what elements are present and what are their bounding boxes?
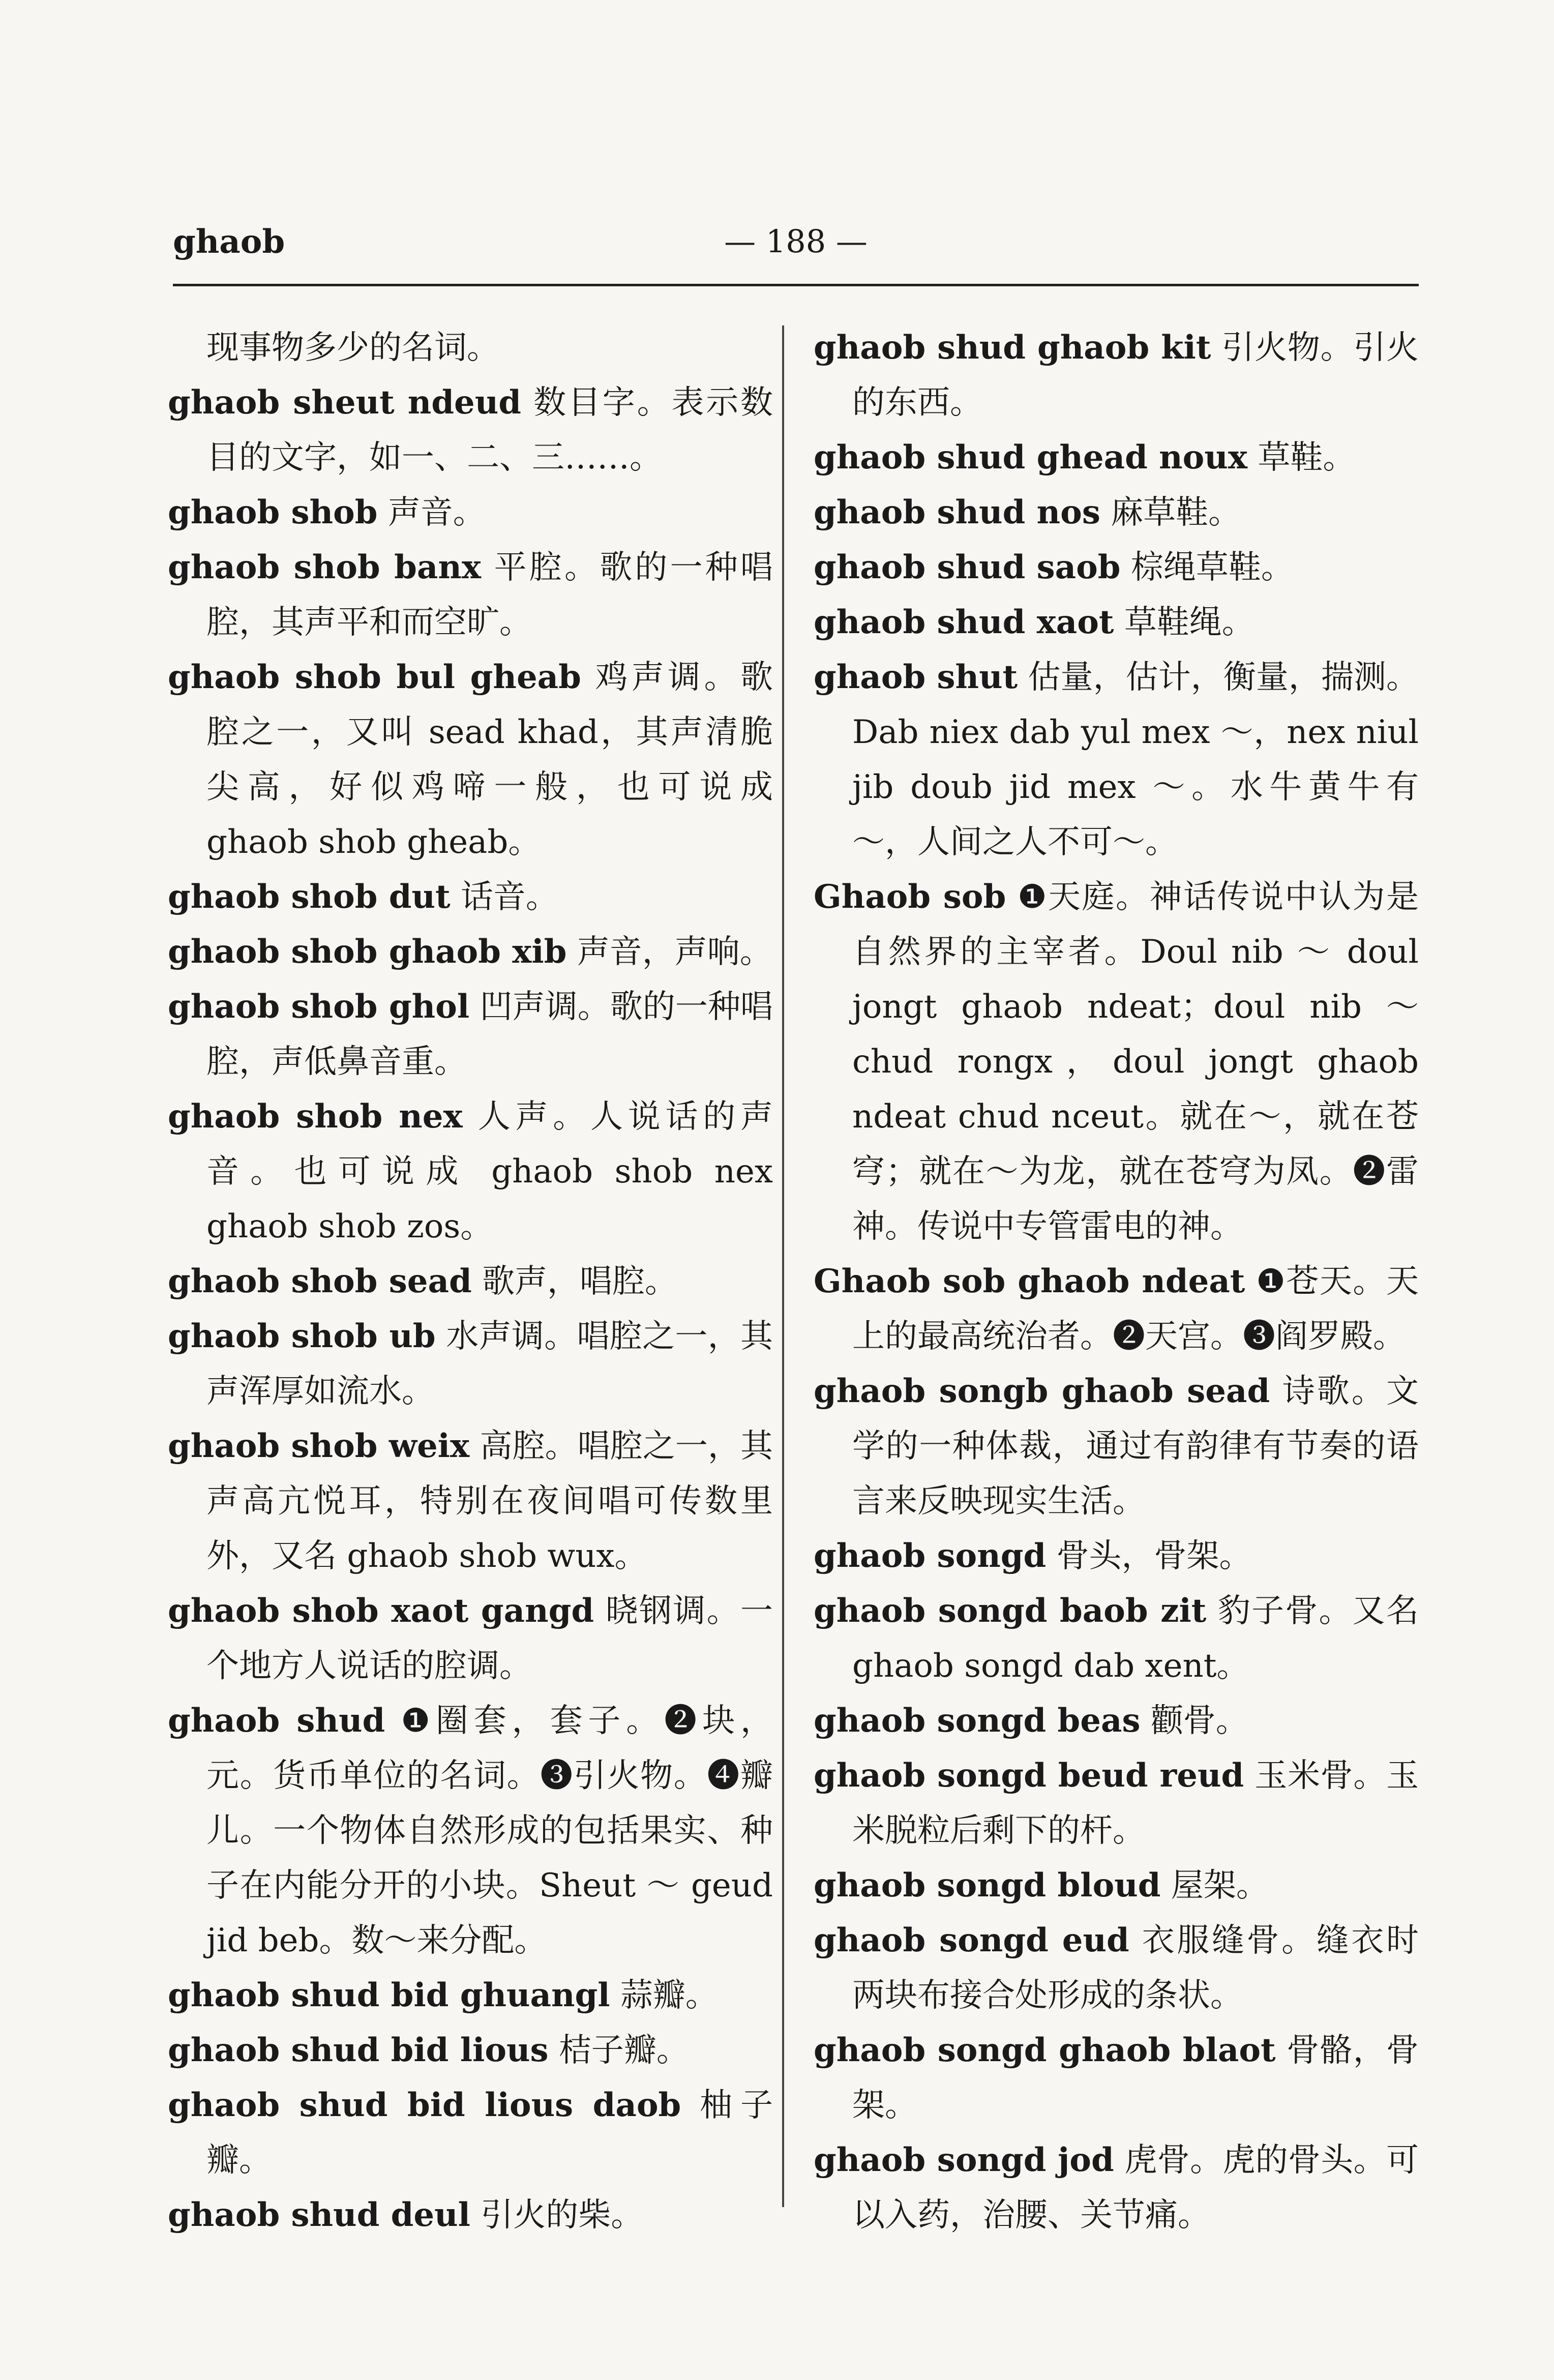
entry-headword: ghaob shud (168, 1702, 385, 1740)
entry-headword: ghaob shud nos (814, 493, 1100, 531)
dictionary-entry (814, 2133, 1419, 2243)
dictionary-entry (168, 2188, 773, 2243)
dictionary-entry (168, 320, 773, 375)
entry-definition: 人声。人说话的声音。也可说成 ghaob shob nex ghaob shob zos。 (206, 1098, 773, 1245)
dictionary-entry (814, 870, 1419, 1254)
entry-headword: ghaob shud ghead noux (814, 438, 1247, 477)
entry-definition: 高腔。唱腔之一，其声高亢悦耳，特别在夜间唱可传数里外，又名 ghaob shob wux。 (206, 1427, 773, 1575)
dictionary-entry (168, 650, 773, 870)
dictionary-entry (168, 1089, 773, 1254)
entry-definition: 现事物多少的名词。 (206, 329, 499, 367)
entry-definition: 诗歌。文学的一种体裁，通过有韵律有节奏的语言来反映现实生活。 (852, 1373, 1419, 1520)
dictionary-entry (168, 1693, 773, 1968)
dictionary-entry (814, 595, 1419, 650)
entry-headword: ghaob songd bloud (814, 1866, 1161, 1905)
entry-definition: 麻草鞋。 (1100, 494, 1241, 531)
entry-headword: ghaob shob weix (168, 1427, 470, 1465)
dictionary-entry (168, 1419, 773, 1584)
dictionary-entry (814, 1529, 1419, 1584)
left-column (168, 320, 773, 2243)
dictionary-entry (814, 1254, 1419, 1364)
entry-definition: 平腔。歌的一种唱腔，其声平和而空旷。 (206, 549, 773, 641)
entry-headword: ghaob shob bul gheab (168, 658, 581, 696)
entry-definition: 歌声，唱腔。 (471, 1263, 678, 1300)
entry-definition: 晓钢调。一个地方人说话的腔调。 (206, 1592, 773, 1685)
entry-headword: ghaob shob xaot gangd (168, 1592, 594, 1630)
dictionary-entry (814, 1913, 1419, 2023)
entry-definition: ❶圈套，套子。❷块，元。货币单位的名词。❸引火物。❹瓣儿。一个物体自然形成的包括果实、种子在内能分开的小块。Sheut ～ geud jid beb。数～来分配。 (206, 1702, 773, 1959)
dictionary-entry (168, 2078, 773, 2188)
entry-headword: ghaob shud saob (814, 548, 1121, 586)
dictionary-entry (168, 1254, 773, 1309)
entry-headword: ghaob shud deul (168, 2196, 470, 2234)
dictionary-entry (168, 375, 773, 485)
dictionary-entry (168, 1968, 773, 2023)
entry-headword: ghaob songd eud (814, 1921, 1129, 1959)
entry-definition: 估量，估计，衡量，揣测。Dab niex dab yul mex ～，nex niul jib doub jid mex ～。水牛黄牛有～，人间之人不可～。 (852, 659, 1419, 861)
entry-definition: 豹子骨。又名 ghaob songd dab xent。 (852, 1592, 1419, 1685)
dictionary-entry (814, 320, 1419, 430)
entry-definition: 屋架。 (1160, 1867, 1269, 1905)
page-number: — 188 — (724, 223, 868, 260)
dictionary-entry (814, 1693, 1419, 1748)
entry-headword: ghaob shob ghaob xib (168, 933, 567, 971)
dictionary-entry (168, 1309, 773, 1419)
dictionary-entry (168, 925, 773, 979)
entry-headword: ghaob songb ghaob sead (814, 1372, 1270, 1410)
entry-definition: 柚子瓣。 (206, 2087, 773, 2179)
entry-definition: 棕绳草鞋。 (1120, 549, 1294, 586)
entry-headword: ghaob songd (814, 1537, 1047, 1575)
entry-headword: ghaob shob (168, 493, 378, 531)
dictionary-entry (814, 485, 1419, 540)
dictionary-entry (814, 1364, 1419, 1529)
entry-headword: ghaob shob sead (168, 1262, 472, 1300)
dictionary-entry (814, 1858, 1419, 1913)
entry-headword: ghaob shud ghaob kit (814, 329, 1211, 367)
entry-definition: 蒜瓣。 (610, 1977, 718, 2014)
dictionary-entry (168, 870, 773, 925)
entry-headword: ghaob shob ub (168, 1317, 436, 1355)
dictionary-entry (168, 979, 773, 1089)
dictionary-entry (814, 1748, 1419, 1858)
entry-headword: ghaob songd beas (814, 1702, 1141, 1740)
entry-definition: 声音，声响。 (566, 933, 772, 971)
entry-headword: ghaob shob ghol (168, 988, 470, 1026)
entry-headword: Ghaob sob ghaob ndeat (814, 1262, 1245, 1300)
entry-headword: ghaob shud bid lious (168, 2031, 549, 2069)
entry-headword: ghaob shob banx (168, 548, 482, 586)
entry-definition: 玉米骨。玉米脱粒后剩下的杆。 (852, 1757, 1419, 1850)
entry-definition: 话音。 (450, 878, 558, 916)
entry-definition: 凹声调。歌的一种唱腔，声低鼻音重。 (206, 988, 773, 1081)
entry-definition: 虎骨。虎的骨头。可以入药，治腰、关节痛。 (852, 2141, 1419, 2234)
entry-headword: ghaob shob dut (168, 878, 451, 916)
entry-definition: 引火的柴。 (470, 2196, 644, 2234)
dictionary-entry (814, 650, 1419, 870)
entry-definition: 声音。 (377, 494, 486, 531)
header-rule (173, 284, 1419, 286)
entry-definition: ❶天庭。神话传说中认为是自然界的主宰者。Doul nib ～ doul jongt ghaob ndeat；doul nib ～ chud rongx，doul jongt ghaob ndeat chud nceut。就在～，就在苍穹；就在～为龙，就在苍穹为凤。❷雷神。传说中专管雷电的神。 (852, 878, 1419, 1245)
entry-definition: ❶苍天。天上的最高统治者。❷天宫。❸阎罗殿。 (852, 1263, 1419, 1355)
entry-definition: 鸡声调。歌腔之一，又叫 sead khad，其声清脆尖高，好似鸡啼一般，也可说成 ghaob shob gheab。 (206, 659, 773, 861)
entry-definition: 骨骼，骨架。 (852, 2032, 1419, 2124)
entry-definition: 衣服缝骨。缝衣时两块布接合处形成的条状。 (852, 1922, 1419, 2014)
dictionary-entry (168, 2023, 773, 2078)
entry-headword: ghaob songd ghaob blaot (814, 2031, 1276, 2069)
entry-definition: 引火物。引火的东西。 (852, 329, 1419, 422)
running-head-word: ghaob (173, 223, 285, 261)
entry-headword: ghaob shob nex (168, 1097, 463, 1136)
right-column (814, 320, 1419, 2243)
entry-definition: 水声调。唱腔之一，其声浑厚如流水。 (206, 1318, 773, 1410)
entry-definition: 草鞋绳。 (1114, 604, 1254, 641)
entry-headword: ghaob shud bid ghuangl (168, 1976, 610, 2014)
entry-headword: ghaob shud bid lious daob (168, 2086, 681, 2124)
entry-definition: 骨头，骨架。 (1046, 1537, 1252, 1575)
dictionary-entry (814, 1584, 1419, 1693)
entry-definition: 颧骨。 (1140, 1702, 1248, 1740)
dictionary-entry (168, 1584, 773, 1693)
entry-headword: ghaob shut (814, 658, 1018, 696)
entry-headword: ghaob songd baob zit (814, 1592, 1207, 1630)
dictionary-entry (168, 540, 773, 650)
entry-definition: 桔子瓣。 (548, 2032, 689, 2069)
entry-headword: ghaob shud xaot (814, 603, 1114, 641)
page-header (173, 214, 1419, 285)
entry-headword: ghaob songd jod (814, 2141, 1114, 2179)
dictionary-entry (814, 540, 1419, 595)
entry-headword: ghaob songd beud reud (814, 1757, 1244, 1795)
entry-headword: ghaob sheut ndeud (168, 383, 522, 422)
dictionary-entry (168, 485, 773, 540)
dictionary-entry (814, 430, 1419, 485)
entry-definition: 数目字。表示数目的文字，如一、二、三……。 (206, 384, 773, 477)
entry-headword: Ghaob sob (814, 878, 1006, 916)
column-divider (782, 325, 784, 2207)
dictionary-entry (814, 2023, 1419, 2133)
entry-definition: 草鞋。 (1247, 439, 1356, 477)
